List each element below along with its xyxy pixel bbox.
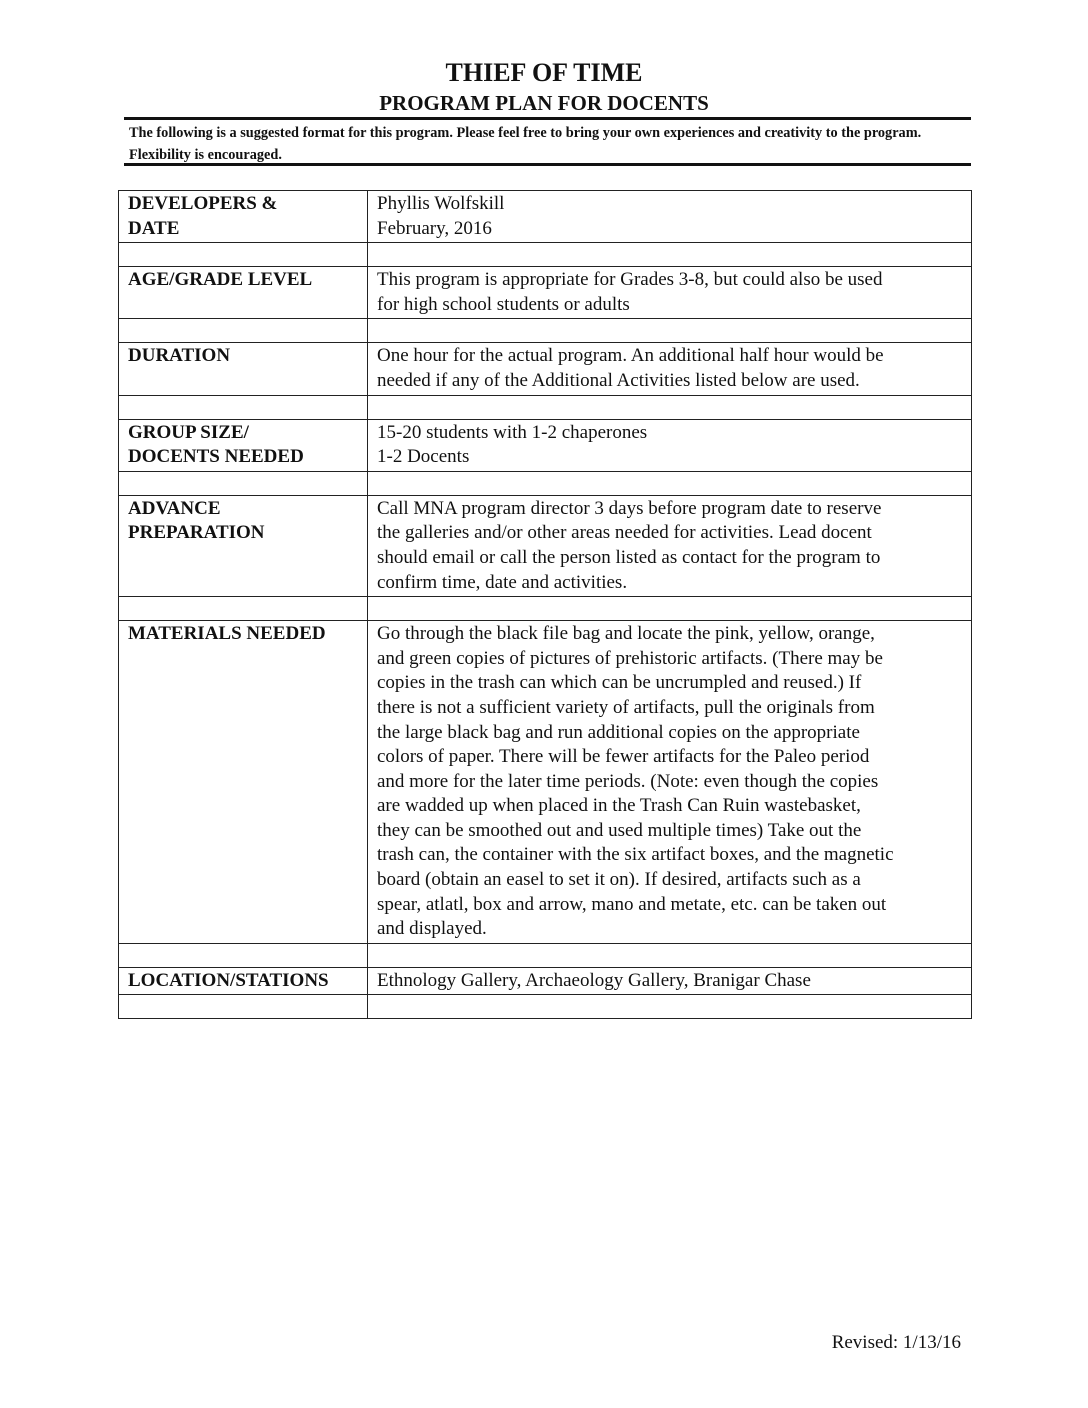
row-label: ADVANCE PREPARATION bbox=[119, 495, 368, 596]
spacer-cell bbox=[368, 995, 972, 1019]
table-row-developers bbox=[119, 191, 972, 243]
spacer-cell bbox=[368, 243, 972, 267]
row-label: AGE/GRADE LEVEL bbox=[119, 267, 368, 319]
row-value: Call MNA program director 3 days before program date to reserve the galleries and/or other areas needed for activities. Lead docent should email or call the person listed as contact for the program to confirm time, date and activities. bbox=[368, 495, 972, 596]
document-subtitle: PROGRAM PLAN FOR DOCENTS bbox=[379, 91, 709, 115]
row-label: DEVELOPERS & DATE bbox=[119, 191, 368, 243]
table-row-location bbox=[119, 967, 972, 995]
row-value: This program is appropriate for Grades 3-8, but could also be used for high school students or adults bbox=[368, 267, 972, 319]
spacer-cell bbox=[119, 319, 368, 343]
spacer-cell bbox=[119, 995, 368, 1019]
spacer-cell bbox=[119, 597, 368, 621]
table-spacer-row bbox=[119, 243, 972, 267]
table-row-duration bbox=[119, 343, 972, 395]
spacer-cell bbox=[119, 471, 368, 495]
intro-text: The following is a suggested format for this program. Please feel free to bring your own experiences and creativity to the program. Flexibility is encouraged. bbox=[129, 125, 922, 163]
spacer-cell bbox=[368, 395, 972, 419]
table-spacer-row bbox=[119, 597, 972, 621]
table-spacer-row bbox=[119, 943, 972, 967]
row-value: Go through the black file bag and locate the pink, yellow, orange, and green copies of pictures of prehistoric artifacts. (There may be copies in the trash can which can be uncrumpled and reused.) If there is not a sufficient variety of artifacts, pull the originals from the large black bag and run additional copies on the appropriate colors of paper. There will be fewer artifacts for the Paleo period and more for the later time periods. (Note: even though the copies are wadded up when placed in the Trash Can Ruin wastebasket, they can be smoothed out and used multiple times) Take out the trash can, the container with the six artifact boxes, and the magnetic board (obtain an easel to set it on). If desired, artifacts such as a spear, atlatl, box and arrow, mano and metate, etc. can be taken out and displayed. bbox=[368, 621, 972, 944]
row-label: LOCATION/STATIONS bbox=[119, 967, 368, 995]
table-spacer-row bbox=[119, 395, 972, 419]
document-title: THIEF OF TIME bbox=[445, 58, 643, 87]
table-row-materials bbox=[119, 621, 972, 944]
spacer-cell bbox=[119, 243, 368, 267]
program-plan-table bbox=[118, 190, 972, 1019]
spacer-cell bbox=[368, 597, 972, 621]
spacer-cell bbox=[368, 471, 972, 495]
row-value: Phyllis Wolfskill February, 2016 bbox=[368, 191, 972, 243]
spacer-cell bbox=[119, 943, 368, 967]
row-value: One hour for the actual program. An additional half hour would be needed if any of the Additional Activities listed below are used. bbox=[368, 343, 972, 395]
row-label: MATERIALS NEEDED bbox=[119, 621, 368, 944]
table-row-group-size bbox=[119, 419, 972, 471]
revised-date: Revised: 1/13/16 bbox=[831, 1332, 961, 1353]
table-spacer-row bbox=[119, 319, 972, 343]
table-row-age-grade bbox=[119, 267, 972, 319]
spacer-cell bbox=[119, 395, 368, 419]
row-value: 15-20 students with 1-2 chaperones 1-2 Docents bbox=[368, 419, 972, 471]
header-divider-top bbox=[124, 117, 971, 120]
row-value: Ethnology Gallery, Archaeology Gallery, Branigar Chase bbox=[368, 967, 972, 995]
table-spacer-row bbox=[119, 995, 972, 1019]
table-row-advance-preparation bbox=[119, 495, 972, 596]
header-divider-bottom bbox=[124, 163, 971, 166]
row-label: DURATION bbox=[119, 343, 368, 395]
table-spacer-row bbox=[119, 471, 972, 495]
row-label: GROUP SIZE/ DOCENTS NEEDED bbox=[119, 419, 368, 471]
spacer-cell bbox=[368, 943, 972, 967]
spacer-cell bbox=[368, 319, 972, 343]
